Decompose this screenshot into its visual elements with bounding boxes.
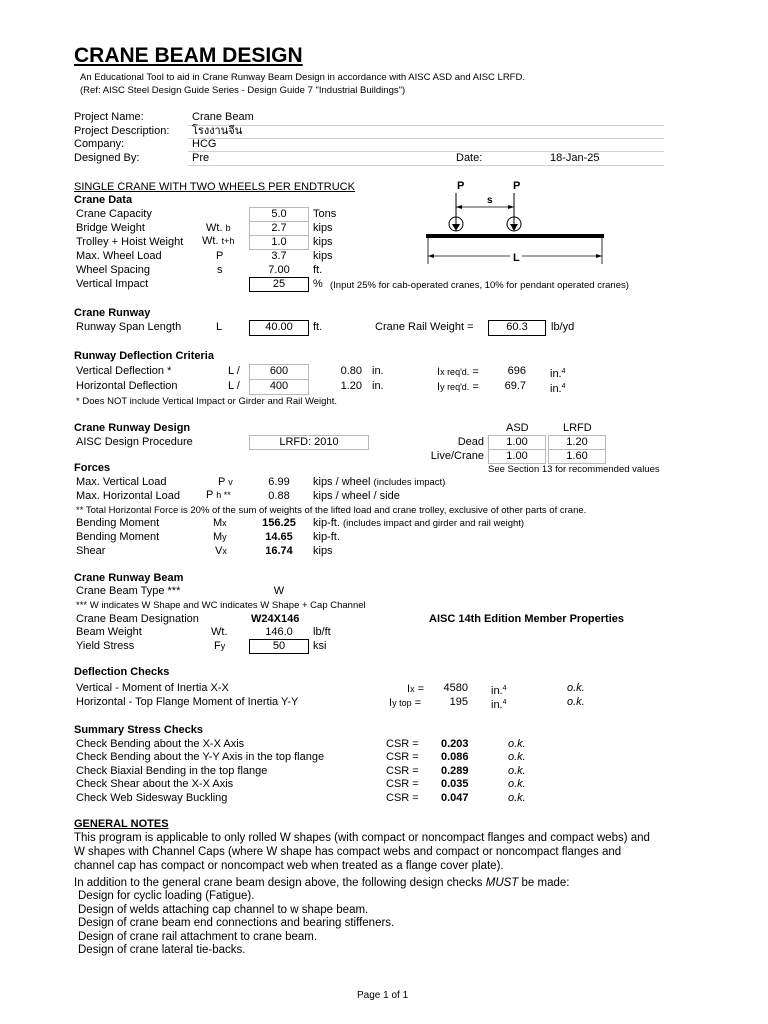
live-lrfd-input[interactable]: 1.60 (548, 449, 606, 464)
yield-stress-symbol: Fy (214, 640, 226, 652)
vertical-check-symbol: Ix = (407, 683, 425, 695)
stress-check-csr: CSR = (386, 792, 419, 804)
beam-weight-unit: lb/ft (313, 626, 331, 638)
rail-weight-label: Crane Rail Weight = (375, 321, 474, 333)
asd-header: ASD (506, 422, 529, 434)
beam-line (426, 234, 604, 238)
iy-required-label: Iy req'd. = (437, 381, 479, 393)
crane-capacity-label: Crane Capacity (76, 208, 152, 220)
bending-moment-y-unit: kip-ft. (313, 531, 340, 543)
ix-required-value: 696 (507, 365, 526, 377)
bending-moment-y-symbol: My (213, 531, 227, 543)
stress-checks-heading: Summary Stress Checks (74, 724, 204, 736)
date-value[interactable]: 18-Jan-25 (550, 152, 600, 164)
deflection-note: * Does NOT include Vertical Impact or Girder and Rail Weight. (76, 396, 338, 407)
wheel-spacing-label: Wheel Spacing (76, 264, 150, 276)
live-asd-input[interactable]: 1.00 (488, 449, 546, 464)
rail-weight-input[interactable]: 60.3 (488, 320, 546, 336)
notes-list-item: Design for cyclic loading (Fatigue). (78, 890, 255, 902)
vertical-check-status: o.k. (567, 682, 585, 694)
span-arrow-left (428, 254, 434, 258)
crane-capacity-unit: Tons (313, 208, 337, 220)
wheel-spacing-value[interactable]: 7.00 (249, 264, 309, 278)
stress-check-value: 0.086 (441, 751, 469, 763)
bridge-weight-symbol: Wt. b (206, 222, 231, 234)
bending-moment-y-label: Bending Moment (76, 531, 160, 543)
horiz-deflection-input[interactable]: 400 (249, 379, 309, 395)
project-desc-value[interactable]: โรงงานจีน (192, 125, 243, 137)
single-crane-heading: SINGLE CRANE WITH TWO WHEELS PER ENDTRUCK (74, 181, 355, 193)
wheel-spacing-symbol: s (217, 264, 223, 276)
load-p1-label: P (457, 180, 465, 192)
yield-stress-unit: ksi (313, 640, 327, 652)
horiz-deflection-inches: 1.20 (340, 380, 362, 392)
runway-span-input[interactable]: 40.00 (249, 320, 309, 336)
vertical-check-unit: in.$^4$ (491, 685, 507, 697)
beam-type-label: Crane Beam Type *** (76, 585, 181, 597)
crane-load-diagram (422, 176, 612, 266)
wheel-spacing-unit: ft. (313, 264, 323, 276)
deflection-checks-heading: Deflection Checks (74, 666, 170, 678)
date-label: Date: (456, 152, 483, 164)
page-footer: Page 1 of 1 (357, 990, 409, 1001)
runway-design-heading: Crane Runway Design (74, 422, 191, 434)
wheel-load-unit: kips (313, 250, 333, 262)
project-name-label: Project Name: (74, 111, 144, 123)
project-desc-label: Project Description: (74, 125, 170, 137)
beam-heading: Crane Runway Beam (74, 572, 184, 584)
subtitle-2: (Ref: AISC Steel Design Guide Series - Design Guide 7 "Industrial Buildings") (80, 85, 406, 96)
stress-check-label: Check Biaxial Bending in the top flange (76, 765, 268, 777)
see-section-note: See Section 13 for recommended values (488, 464, 660, 475)
notes-list-item: Design of crane lateral tie-backs. (78, 944, 246, 956)
stress-check-value: 0.035 (441, 778, 469, 790)
shear-label: Shear (76, 545, 106, 557)
stress-check-status: o.k. (508, 751, 526, 763)
notes-list-item: Design of crane rail attachment to crane beam. (78, 931, 318, 943)
horiz-deflection-symbol: L / (228, 380, 240, 392)
vert-deflection-symbol: L / (228, 365, 240, 377)
stress-check-status: o.k. (508, 778, 526, 790)
beam-weight-value: 146.0 (249, 626, 309, 640)
stress-check-label: Check Web Sidesway Buckling (76, 792, 228, 804)
horiz-deflection-label: Horizontal Deflection (76, 380, 178, 392)
divider (188, 138, 664, 139)
bending-moment-x-label: Bending Moment (76, 517, 160, 529)
dead-lrfd-input[interactable]: 1.20 (548, 435, 606, 450)
vertical-impact-label: Vertical Impact (76, 278, 149, 290)
stress-check-value: 0.289 (441, 765, 469, 777)
stress-check-status: o.k. (508, 738, 526, 750)
vert-deflection-inches: 0.80 (340, 365, 362, 377)
crane-data-heading: Crane Data (74, 194, 133, 206)
notes-list-item: Design of welds attaching cap channel to w shape beam. (78, 904, 369, 916)
wheel-load-label: Max. Wheel Load (76, 250, 162, 262)
subtitle-1: An Educational Tool to aid in Crane Runway Beam Design in accordance with AISC ASD and AISC LRFD. (80, 72, 525, 83)
runway-heading: Crane Runway (74, 307, 151, 319)
wheel-load-symbol: P (216, 250, 224, 262)
stress-check-csr: CSR = (386, 751, 419, 763)
max-horizontal-load-symbol: P h ** (206, 489, 231, 501)
vertical-impact-unit: % (313, 278, 323, 290)
beam-designation-label: Crane Beam Designation (76, 613, 199, 625)
vertical-check-value: 4580 (443, 682, 468, 694)
horizontal-check-status: o.k. (567, 696, 585, 708)
trolley-weight-symbol: Wt. t+h (202, 235, 235, 247)
general-notes-heading: GENERAL NOTES (74, 818, 169, 830)
span-label: L (513, 252, 520, 264)
shear-value: 16.74 (265, 545, 293, 557)
horizontal-check-value: 195 (449, 696, 468, 708)
forces-heading: Forces (74, 462, 111, 474)
wheel-load-value: 3.7 (271, 250, 287, 262)
beam-designation-value[interactable]: W24X146 (251, 613, 300, 625)
iy-required-value: 69.7 (504, 380, 526, 392)
vertical-check-label: Vertical - Moment of Inertia X-X (76, 682, 229, 694)
runway-span-symbol: L (216, 321, 223, 333)
stress-check-label: Check Shear about the X-X Axis (76, 778, 234, 790)
company-value[interactable]: HCG (192, 138, 217, 150)
trolley-weight-input[interactable]: 1.0 (249, 235, 309, 250)
horizontal-check-unit: in.$^4$ (491, 699, 507, 711)
vertical-impact-input[interactable]: 25 (249, 277, 309, 292)
max-horizontal-load-unit: kips / wheel / side (313, 490, 400, 502)
stress-check-csr: CSR = (386, 778, 419, 790)
divider (188, 165, 664, 166)
beam-type-note: *** W indicates W Shape and WC indicates W Shape + Cap Channel (76, 600, 366, 611)
dead-asd-input[interactable]: 1.00 (488, 435, 546, 450)
max-vertical-load-symbol: P v (218, 476, 233, 488)
vertical-impact-note: (Input 25% for cab-operated cranes, 10% for pendant operated cranes) (330, 280, 629, 291)
horizontal-check-symbol: Iy top = (389, 697, 422, 709)
dim-arrow-left (456, 205, 462, 209)
bridge-weight-unit: kips (313, 222, 333, 234)
company-label: Company: (74, 138, 125, 150)
max-vertical-load-unit: kips / wheel (includes impact) (313, 476, 446, 488)
bending-moment-y-value: 14.65 (265, 531, 293, 543)
shear-symbol: Vx (215, 545, 227, 557)
designer-value[interactable]: Pre (192, 152, 210, 164)
horizontal-check-label: Horizontal - Top Flange Moment of Inertia Y-Y (76, 696, 299, 708)
stress-check-csr: CSR = (386, 765, 419, 777)
lrfd-header: LRFD (563, 422, 592, 434)
beam-weight-symbol: Wt. (211, 626, 228, 638)
max-vertical-load-value: 6.99 (268, 476, 290, 488)
stress-check-csr: CSR = (386, 738, 419, 750)
yield-stress-label: Yield Stress (76, 640, 135, 652)
horiz-deflection-unit: in. (372, 380, 384, 392)
stress-check-label: Check Bending about the X-X Axis (76, 738, 245, 750)
designer-label: Designed By: (74, 152, 140, 164)
max-horizontal-load-label: Max. Horizontal Load (76, 490, 180, 502)
stress-check-value: 0.047 (441, 792, 469, 804)
load-p2-label: P (513, 180, 521, 192)
member-properties-title: AISC 14th Edition Member Properties (429, 613, 624, 625)
notes-paragraph-line: This program is applicable to only rolled W shapes (with compact or noncompact flanges and compact webs) and (74, 832, 650, 844)
project-name-value[interactable]: Crane Beam (192, 111, 254, 123)
divider (188, 125, 664, 126)
trolley-weight-unit: kips (313, 236, 333, 248)
bending-moment-x-unit: kip-ft. (includes impact and girder and rail weight) (313, 517, 525, 529)
stress-check-value: 0.203 (441, 738, 469, 750)
runway-span-label: Runway Span Length (76, 321, 182, 333)
notes-list-item: Design of crane beam end connections and bearing stiffeners. (78, 917, 395, 929)
bridge-weight-label: Bridge Weight (76, 222, 145, 234)
crane-capacity-input[interactable]: 5.0 (249, 207, 309, 222)
beam-weight-label: Beam Weight (76, 626, 142, 638)
stress-check-status: o.k. (508, 765, 526, 777)
bridge-weight-input[interactable]: 2.7 (249, 221, 309, 236)
stress-check-label: Check Bending about the Y-Y Axis in the top flange (76, 751, 325, 763)
shear-unit: kips (313, 545, 333, 557)
bending-moment-x-value: 156.25 (262, 517, 296, 529)
design-procedure-select[interactable]: LRFD: 2010 (249, 435, 369, 450)
live-load-label: Live/Crane (430, 450, 484, 462)
spacing-label: s (487, 195, 493, 206)
vert-deflection-label: Vertical Deflection * (76, 365, 172, 377)
dead-load-label: Dead (457, 436, 484, 448)
rail-weight-unit: lb/yd (551, 321, 575, 333)
page-title: CRANE BEAM DESIGN (74, 44, 303, 67)
ix-required-label: Ix req'd. = (437, 366, 479, 378)
span-arrow-right (596, 254, 602, 258)
ix-required-unit: in.$^4$ (550, 368, 566, 380)
stress-check-status: o.k. (508, 792, 526, 804)
yield-stress-input[interactable]: 50 (249, 639, 309, 654)
max-horizontal-load-value: 0.88 (268, 490, 290, 502)
notes-design-checks-intro: In addition to the general crane beam design above, the following design checks MUST be made: (74, 877, 570, 889)
notes-paragraph-line: W shapes with Channel Caps (where W shape has compact webs and compact or noncompact flanges and (74, 846, 622, 858)
vert-deflection-unit: in. (372, 365, 384, 377)
dim-arrow-right (508, 205, 514, 209)
max-vertical-load-label: Max. Vertical Load (76, 476, 167, 488)
deflection-criteria-heading: Runway Deflection Criteria (74, 350, 214, 362)
runway-span-unit: ft. (313, 321, 323, 333)
notes-paragraph-line: channel cap has compact or noncompact web when treated as a flange cover plate). (74, 860, 504, 872)
trolley-weight-label: Trolley + Hoist Weight (76, 236, 184, 248)
design-procedure-label: AISC Design Procedure (76, 436, 193, 448)
bending-moment-x-symbol: Mx (213, 517, 227, 529)
beam-type-value[interactable]: W (273, 585, 285, 597)
iy-required-unit: in.$^4$ (550, 383, 566, 395)
vert-deflection-input[interactable]: 600 (249, 364, 309, 380)
horizontal-force-note: ** Total Horizontal Force is 20% of the sum of weights of the lifted load and crane trolley, exclusive of other parts of crane. (76, 505, 587, 516)
